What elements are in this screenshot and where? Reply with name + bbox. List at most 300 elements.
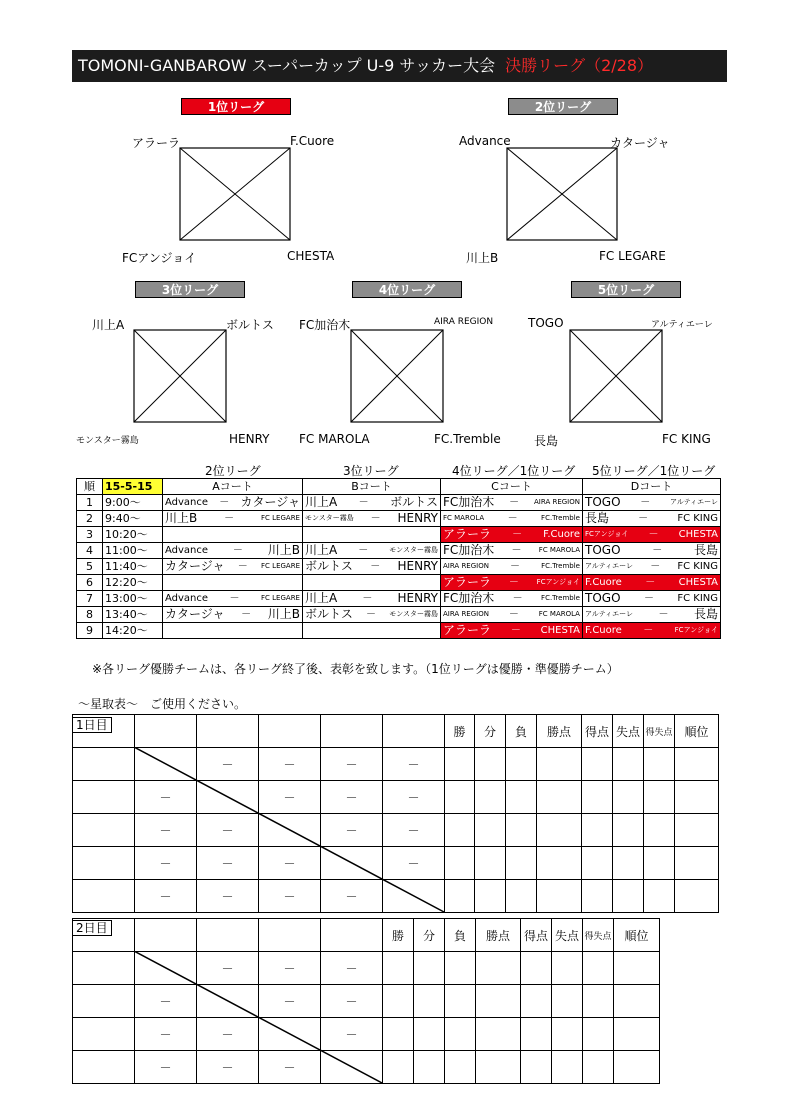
- schedule-row: [77, 559, 721, 575]
- star-stat-cell: [476, 952, 521, 985]
- star-stat-cell: [521, 985, 552, 1018]
- league-1-team: FCアンジョイ: [122, 251, 197, 265]
- star-stat-cell: [445, 985, 476, 1018]
- home-team: AIRA REGION: [443, 610, 489, 618]
- league-4-team: AIRA REGION: [434, 317, 494, 327]
- star-result-cell: －: [135, 880, 197, 913]
- star-stat-cell: [445, 748, 475, 781]
- day1-label: 1日目: [72, 717, 112, 733]
- match-cell-d: [583, 495, 721, 511]
- star-result-cell: －: [383, 781, 445, 814]
- star-stat-cell: [475, 880, 506, 913]
- match-cell-c: [441, 511, 583, 527]
- match-time: 13:00～: [103, 591, 163, 607]
- match-cell-c: [441, 591, 583, 607]
- home-team: Advance: [165, 545, 209, 556]
- away-team: HENRY: [397, 511, 438, 525]
- home-team: 川上A: [305, 543, 338, 557]
- away-team: FC.Tremble: [541, 594, 580, 602]
- versus-dash: －: [362, 593, 373, 604]
- away-team: アルティエーレ: [669, 498, 718, 506]
- award-note: ※各リーグ優勝チームは、各リーグ終了後、表彰を致します。（1位リーグは優勝・準優勝チーム）: [92, 662, 619, 676]
- star-team-cell: [73, 1018, 135, 1051]
- versus-dash: －: [645, 577, 656, 588]
- away-team: FC MAROLA: [538, 546, 580, 554]
- star-stat-cell: [476, 1051, 521, 1084]
- versus-dash: －: [232, 545, 243, 556]
- schedule-group-header-b: 3位リーグ: [343, 464, 399, 478]
- star-header: 勝点: [537, 715, 582, 748]
- star-header-blank: [73, 715, 135, 748]
- away-team: FC KING: [677, 513, 718, 524]
- star-header: 分: [414, 919, 445, 952]
- order-header: 順: [77, 479, 103, 495]
- match-order: 7: [77, 591, 103, 607]
- home-team: F.Cuore: [585, 577, 622, 588]
- star-header-blank: [321, 919, 383, 952]
- star-team-cell: [73, 781, 135, 814]
- match-cell-d: [583, 575, 721, 591]
- league-3-team: HENRY: [229, 432, 270, 446]
- star-result-cell: －: [197, 880, 259, 913]
- home-team: F.Cuore: [585, 625, 622, 636]
- home-team: TOGO: [585, 495, 621, 509]
- star-result-cell: －: [383, 847, 445, 880]
- star-team-cell: [73, 847, 135, 880]
- match-cell-a: [163, 495, 303, 511]
- home-team: アラーラ: [443, 527, 492, 541]
- schedule-row: [77, 511, 721, 527]
- schedule-table: [76, 478, 721, 639]
- star-stat-cell: [675, 748, 719, 781]
- league-4-team: FC加治木: [299, 318, 351, 332]
- star-result-cell: －: [259, 748, 321, 781]
- league-3-team: ボルトス: [226, 318, 274, 332]
- home-team: アラーラ: [443, 575, 492, 589]
- away-team: CHESTA: [678, 577, 718, 588]
- league-match-box-5: [569, 329, 663, 423]
- match-cell-d: [583, 591, 721, 607]
- match-order: 9: [77, 623, 103, 639]
- league-3-team: モンスター霧島: [76, 436, 139, 446]
- match-order: 4: [77, 543, 103, 559]
- match-cell-b: [303, 511, 441, 527]
- match-time: 9:40～: [103, 511, 163, 527]
- star-stat-cell: [614, 1051, 660, 1084]
- star-stat-cell: [521, 952, 552, 985]
- match-order: 5: [77, 559, 103, 575]
- league-1-team: F.Cuore: [290, 134, 335, 148]
- star-stat-cell: [383, 985, 414, 1018]
- star-stat-cell: [675, 781, 719, 814]
- versus-dash: －: [370, 513, 381, 524]
- versus-dash: －: [512, 529, 523, 540]
- star-team-cell: [73, 985, 135, 1018]
- away-team: FCアンジョイ: [674, 626, 718, 634]
- match-time: 11:00～: [103, 543, 163, 559]
- home-team: Advance: [165, 593, 209, 604]
- home-team: 川上B: [165, 511, 198, 525]
- star-header: 勝: [383, 919, 414, 952]
- star-stat-cell: [414, 952, 445, 985]
- away-team: FC.Tremble: [541, 562, 580, 570]
- star-result-cell: －: [135, 985, 197, 1018]
- match-cell-c: [441, 527, 583, 543]
- star-stat-cell: [506, 880, 537, 913]
- away-team: HENRY: [397, 559, 438, 573]
- star-stat-cell: [537, 781, 582, 814]
- away-team: 長島: [693, 607, 718, 621]
- star-header: 順位: [675, 715, 719, 748]
- match-order: 8: [77, 607, 103, 623]
- star-result-cell: －: [197, 1051, 259, 1084]
- home-team: カタージャ: [165, 607, 225, 621]
- away-team: CHESTA: [540, 625, 580, 636]
- schedule-row: [77, 527, 721, 543]
- star-result-cell: －: [135, 1018, 197, 1051]
- away-team: 川上B: [267, 543, 300, 557]
- away-team: AIRA REGION: [534, 498, 580, 506]
- home-team: Advance: [165, 497, 209, 508]
- star-result-cell: －: [259, 880, 321, 913]
- star-header: 分: [475, 715, 506, 748]
- match-cell-b: [303, 575, 441, 591]
- star-result-cell: －: [135, 781, 197, 814]
- star-header: 得点: [521, 919, 552, 952]
- home-team: FCアンジョイ: [585, 530, 629, 538]
- match-cell-d: [583, 527, 721, 543]
- star-result-cell: －: [321, 814, 383, 847]
- star-result-cell: －: [135, 1051, 197, 1084]
- versus-dash: －: [510, 625, 521, 636]
- match-order: 1: [77, 495, 103, 511]
- star-header-blank: [135, 715, 197, 748]
- schedule-row: [77, 607, 721, 623]
- court-b-header: Bコート: [303, 479, 441, 495]
- court-a-header: Aコート: [163, 479, 303, 495]
- star-stat-cell: [506, 748, 537, 781]
- star-stat-cell: [583, 985, 614, 1018]
- star-header: 勝点: [476, 919, 521, 952]
- away-team: FC.Tremble: [541, 514, 580, 522]
- home-team: カタージャ: [165, 559, 225, 573]
- league-2-team: 川上B: [466, 251, 499, 265]
- star-stat-cell: [537, 847, 582, 880]
- away-team: F.Cuore: [543, 529, 580, 540]
- versus-dash: －: [507, 513, 518, 524]
- match-cell-c: [441, 575, 583, 591]
- star-team-cell: [73, 814, 135, 847]
- versus-dash: －: [648, 529, 659, 540]
- star-stat-cell: [475, 748, 506, 781]
- star-stat-cell: [583, 1018, 614, 1051]
- schedule-row: [77, 623, 721, 639]
- star-stat-cell: [445, 814, 475, 847]
- star-stat-cell: [644, 847, 675, 880]
- match-cell-d: [583, 511, 721, 527]
- star-stat-cell: [614, 1018, 660, 1051]
- star-header-blank: [73, 919, 135, 952]
- date-cell: 15-5-15: [103, 479, 163, 495]
- star-stat-cell: [506, 814, 537, 847]
- away-team: FC LEGARE: [261, 594, 300, 602]
- versus-dash: －: [650, 561, 661, 572]
- league-match-box-3: [133, 329, 227, 423]
- match-cell-c: [441, 543, 583, 559]
- match-cell-a: [163, 591, 303, 607]
- league-label-1: 1位リーグ: [181, 98, 291, 115]
- star-header: 負: [506, 715, 537, 748]
- league-label-2: 2位リーグ: [508, 98, 618, 115]
- star-result-cell: －: [135, 847, 197, 880]
- star-stat-cell: [475, 781, 506, 814]
- star-result-cell: －: [197, 814, 259, 847]
- match-cell-c: [441, 623, 583, 639]
- match-cell-c: [441, 559, 583, 575]
- home-team: 川上A: [305, 495, 338, 509]
- star-result-cell: －: [321, 952, 383, 985]
- star-result-cell: －: [383, 814, 445, 847]
- league-4-team: FC MAROLA: [299, 432, 370, 446]
- match-cell-d: [583, 543, 721, 559]
- star-stat-cell: [506, 781, 537, 814]
- match-cell-a: [163, 607, 303, 623]
- star-team-cell: [73, 748, 135, 781]
- star-table-intro: ～星取表～ ご使用ください。: [78, 697, 247, 711]
- star-result-cell: －: [197, 748, 259, 781]
- home-team: アルティエーレ: [585, 562, 634, 570]
- star-stat-cell: [613, 814, 644, 847]
- star-header: 失点: [552, 919, 583, 952]
- versus-dash: －: [512, 593, 523, 604]
- match-cell-a: [163, 559, 303, 575]
- star-result-cell: －: [197, 847, 259, 880]
- star-diagonal-line: [134, 951, 384, 1085]
- versus-dash: －: [366, 609, 377, 620]
- home-team: TOGO: [585, 543, 621, 557]
- star-header: 勝: [445, 715, 475, 748]
- star-stat-cell: [383, 1018, 414, 1051]
- match-cell-d: [583, 559, 721, 575]
- match-cell-c: [441, 607, 583, 623]
- star-stat-cell: [383, 952, 414, 985]
- page-title: [72, 50, 727, 82]
- league-label-4: 4位リーグ: [352, 281, 462, 298]
- match-time: 11:40～: [103, 559, 163, 575]
- star-result-cell: －: [321, 748, 383, 781]
- league-5-team: TOGO: [528, 316, 564, 330]
- star-stat-cell: [644, 781, 675, 814]
- star-header: 得点: [582, 715, 613, 748]
- away-team: モンスター霧島: [389, 546, 438, 554]
- star-result-cell: －: [321, 781, 383, 814]
- home-team: FC加治木: [443, 591, 495, 605]
- match-order: 3: [77, 527, 103, 543]
- schedule-row: [77, 575, 721, 591]
- star-stat-cell: [506, 847, 537, 880]
- star-header-blank: [259, 919, 321, 952]
- league-5-team: 長島: [534, 434, 559, 448]
- league-5-team: FC KING: [662, 432, 711, 446]
- star-result-cell: －: [321, 880, 383, 913]
- star-team-cell: [73, 952, 135, 985]
- versus-dash: －: [511, 545, 522, 556]
- league-label-3: 3位リーグ: [135, 281, 245, 298]
- schedule-group-header-d: 5位リーグ／1位リーグ: [592, 464, 716, 478]
- court-d-header: Dコート: [583, 479, 721, 495]
- star-stat-cell: [613, 847, 644, 880]
- match-time: 10:20～: [103, 527, 163, 543]
- versus-dash: －: [643, 593, 654, 604]
- court-c-header: Cコート: [441, 479, 583, 495]
- star-stat-cell: [521, 1051, 552, 1084]
- schedule-row: [77, 591, 721, 607]
- star-stat-cell: [613, 880, 644, 913]
- schedule-header-row: [77, 479, 721, 495]
- schedule-row: [77, 543, 721, 559]
- away-team: HENRY: [397, 591, 438, 605]
- star-result-cell: －: [321, 1018, 383, 1051]
- star-stat-cell: [675, 880, 719, 913]
- league-label-5: 5位リーグ: [571, 281, 681, 298]
- star-header-blank: [197, 715, 259, 748]
- match-cell-b: [303, 495, 441, 511]
- match-cell-a: [163, 527, 303, 543]
- star-stat-cell: [552, 1051, 583, 1084]
- star-stat-cell: [613, 748, 644, 781]
- home-team: TOGO: [585, 591, 621, 605]
- versus-dash: －: [640, 497, 651, 508]
- star-stat-cell: [644, 748, 675, 781]
- away-team: カタージャ: [240, 495, 300, 509]
- match-time: 14:20～: [103, 623, 163, 639]
- star-stat-cell: [521, 1018, 552, 1051]
- star-header: 失点: [613, 715, 644, 748]
- away-team: FC KING: [677, 593, 718, 604]
- versus-dash: －: [241, 609, 252, 620]
- star-stat-cell: [552, 952, 583, 985]
- match-cell-b: [303, 607, 441, 623]
- match-cell-b: [303, 623, 441, 639]
- schedule-row: [77, 495, 721, 511]
- star-stat-cell: [582, 880, 613, 913]
- versus-dash: －: [224, 513, 235, 524]
- star-stat-cell: [583, 1051, 614, 1084]
- league-match-box-1: [179, 147, 291, 241]
- league-2-team: Advance: [459, 134, 511, 148]
- star-stat-cell: [475, 814, 506, 847]
- match-order: 2: [77, 511, 103, 527]
- star-stat-cell: [475, 847, 506, 880]
- league-1-team: アラーラ: [132, 136, 181, 150]
- away-team: 長島: [693, 543, 718, 557]
- star-stat-cell: [675, 814, 719, 847]
- league-2-team: FC LEGARE: [599, 249, 666, 263]
- star-result-cell: －: [259, 781, 321, 814]
- league-2-team: カタージャ: [610, 136, 670, 150]
- star-stat-cell: [445, 847, 475, 880]
- home-team: ボルトス: [305, 559, 353, 573]
- versus-dash: －: [229, 593, 240, 604]
- versus-dash: －: [510, 561, 521, 572]
- star-stat-cell: [644, 814, 675, 847]
- star-stat-cell: [476, 985, 521, 1018]
- match-cell-a: [163, 575, 303, 591]
- star-result-cell: －: [135, 814, 197, 847]
- schedule-group-header-a: 2位リーグ: [205, 464, 261, 478]
- match-time: 9:00～: [103, 495, 163, 511]
- schedule-group-header-c: 4位リーグ／1位リーグ: [452, 464, 576, 478]
- versus-dash: －: [658, 609, 669, 620]
- league-match-box-4: [350, 329, 444, 423]
- versus-dash: －: [638, 513, 649, 524]
- star-stat-cell: [537, 814, 582, 847]
- away-team: FCアンジョイ: [536, 578, 580, 586]
- star-stat-cell: [613, 781, 644, 814]
- league-5-team: アルティエーレ: [651, 320, 713, 330]
- versus-dash: －: [643, 625, 654, 636]
- star-stat-cell: [414, 985, 445, 1018]
- star-stat-cell: [383, 1051, 414, 1084]
- star-stat-cell: [614, 952, 660, 985]
- away-team: 川上B: [267, 607, 300, 621]
- match-cell-b: [303, 543, 441, 559]
- star-diagonal-line: [134, 747, 446, 914]
- star-stat-cell: [445, 781, 475, 814]
- star-stat-cell: [476, 1018, 521, 1051]
- star-stat-cell: [552, 1018, 583, 1051]
- away-team: FC KING: [677, 561, 718, 572]
- star-result-cell: －: [259, 952, 321, 985]
- match-time: 13:40～: [103, 607, 163, 623]
- star-stat-cell: [582, 781, 613, 814]
- match-cell-b: [303, 527, 441, 543]
- versus-dash: －: [508, 577, 519, 588]
- star-stat-cell: [583, 952, 614, 985]
- star-header: 負: [445, 919, 476, 952]
- star-stat-cell: [445, 952, 476, 985]
- star-stat-cell: [445, 1051, 476, 1084]
- match-cell-a: [163, 543, 303, 559]
- home-team: FC MAROLA: [443, 514, 485, 522]
- star-result-cell: －: [259, 847, 321, 880]
- home-team: 川上A: [305, 591, 338, 605]
- versus-dash: －: [358, 545, 369, 556]
- star-result-cell: －: [321, 985, 383, 1018]
- star-result-cell: －: [197, 952, 259, 985]
- home-team: モンスター霧島: [305, 514, 354, 522]
- star-team-cell: [73, 1051, 135, 1084]
- star-stat-cell: [445, 1018, 476, 1051]
- league-3-team: 川上A: [92, 318, 125, 332]
- match-cell-b: [303, 559, 441, 575]
- star-stat-cell: [582, 748, 613, 781]
- away-team: モンスター霧島: [389, 610, 438, 618]
- away-team: CHESTA: [678, 529, 718, 540]
- star-header-blank: [321, 715, 383, 748]
- star-stat-cell: [414, 1018, 445, 1051]
- star-header: 順位: [614, 919, 660, 952]
- home-team: アラーラ: [443, 623, 492, 637]
- match-cell-b: [303, 591, 441, 607]
- home-team: 長島: [585, 511, 610, 525]
- away-team: ボルトス: [390, 495, 438, 509]
- star-stat-cell: [552, 985, 583, 1018]
- star-stat-cell: [614, 985, 660, 1018]
- match-cell-a: [163, 623, 303, 639]
- star-header-blank: [135, 919, 197, 952]
- title-main: TOMONI-GANBAROW スーパーカップ U-9 サッカー大会: [78, 56, 496, 75]
